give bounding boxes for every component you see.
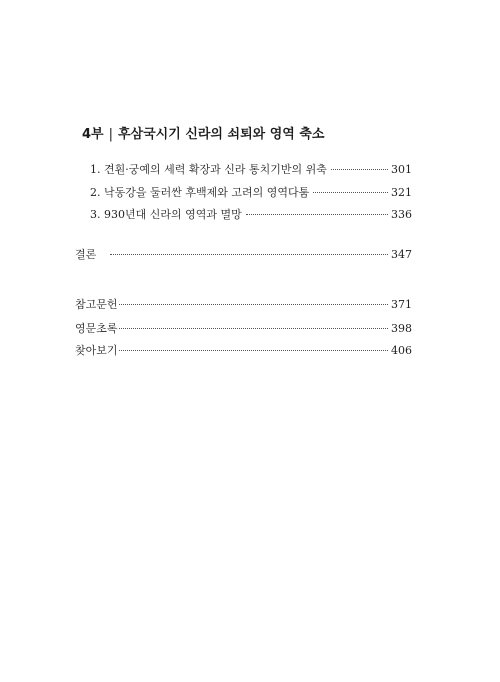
dot-leader [246, 213, 388, 215]
entry-page-number: 336 [391, 208, 412, 221]
part-title: 후삼국시기 신라의 쇠퇴와 영역 축소 [118, 127, 325, 142]
entry-page-number: 371 [391, 298, 412, 311]
entry-title: 2. 낙동강을 둘러싼 후백제와 고려의 영역다툼 [90, 186, 310, 199]
entry-page-number: 398 [391, 322, 412, 335]
entry-title: 3. 930년대 신라의 영역과 멸망 [90, 208, 242, 221]
dot-leader [119, 303, 388, 305]
toc-entry-references[interactable] [75, 297, 412, 313]
toc-entry-english-abstract[interactable] [75, 321, 412, 337]
toc-entry-index[interactable] [75, 343, 412, 359]
entry-page-number: 321 [391, 186, 412, 199]
dot-leader [331, 168, 388, 170]
entry-title: 1. 견훤·궁예의 세력 확장과 신라 통치기반의 위축 [90, 163, 327, 176]
part-separator: | [108, 127, 113, 142]
toc-entry-chapter-2[interactable] [90, 185, 412, 201]
part-heading [82, 126, 324, 144]
entry-page-number: 347 [391, 248, 412, 261]
toc-entry-conclusion[interactable] [75, 247, 412, 263]
part-number: 4부 [82, 127, 104, 142]
entry-page-number: 301 [391, 163, 412, 176]
entry-title: 참고문헌 [75, 298, 118, 311]
toc-entry-chapter-3[interactable] [90, 207, 412, 223]
dot-leader [119, 327, 388, 329]
entry-title: 결론 [75, 248, 97, 261]
entry-title: 영문초록 [75, 322, 118, 335]
dot-leader [313, 191, 388, 193]
dot-leader [110, 253, 388, 255]
toc-entry-chapter-1[interactable] [90, 162, 412, 178]
dot-leader [119, 349, 388, 351]
entry-title: 찾아보기 [75, 344, 118, 357]
entry-page-number: 406 [391, 344, 412, 357]
